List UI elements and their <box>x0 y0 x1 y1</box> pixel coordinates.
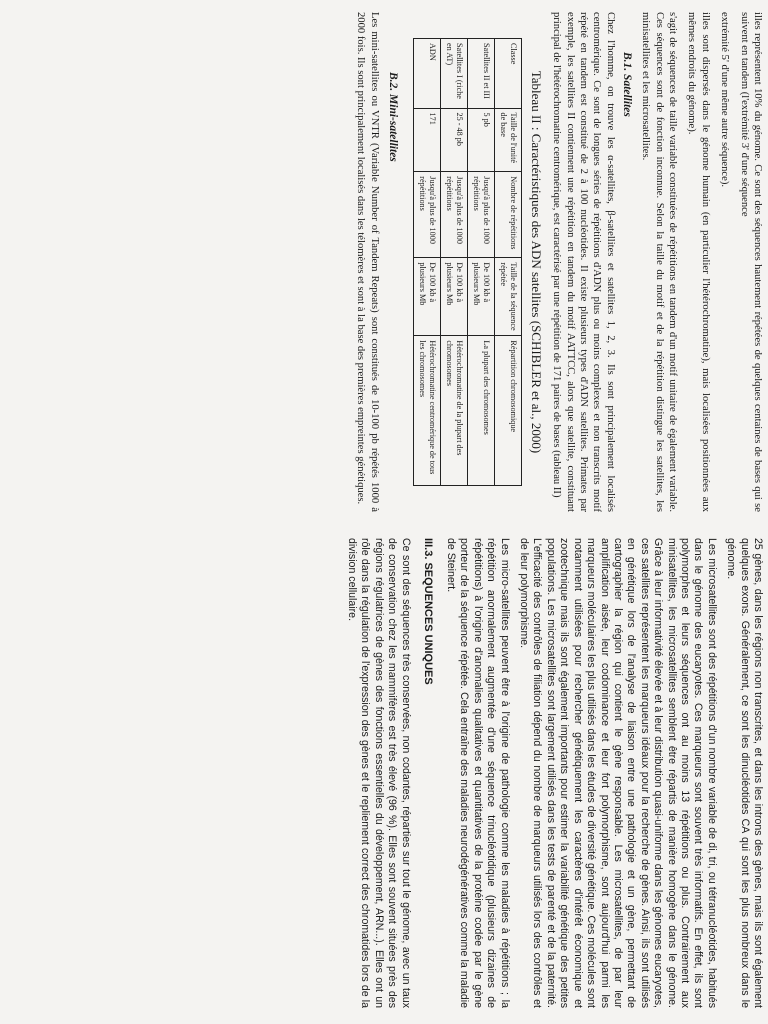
table-cell: De 100 kb à plusieurs Mb <box>440 258 467 336</box>
table-cell: De 100 kb à plusieurs Mb <box>467 258 494 336</box>
table-cell: ADN <box>413 39 440 109</box>
table-cell: Satellites I (riche en AT) <box>440 39 467 109</box>
section-heading-unique-sequences: III.3. SEQUENCES UNIQUES <box>421 538 434 685</box>
unique-sequences-paragraph: Ce sont des séquences très conservées, non codantes, réparties sur tout le génome, avec un taux de conservation chez les mammifères est très élevé (96 %). Elles sont souvent situées près des régions régulatrices de gènes des fonctions essentielles du développement, ARN...). Elles ont un rôle dans la régulation de l'expression des gènes et le repliement correct des chromatides lors de la division cellulaire. <box>346 538 412 1008</box>
table-cell: 171 <box>413 108 440 172</box>
intro-paragraph-1: illes représentent 10% du génome. Ce sont des séquences hautement répétées de quelques centaines de bases qui se suivent en tandem (l'extrémité 3' d'une séquence <box>738 12 763 512</box>
intro-paragraph-2: extrémité 5' d'une même autre séquence). <box>719 12 731 188</box>
table-cell: La plupart des chromosomes <box>467 336 494 486</box>
satellites-paragraph: Chez l'homme, on trouve les α-satellites, β-satellites et satellites 1, 2, 3. Ils sont principalement localisés centromérique. Ce sont de longues séries de répétitions d'ADN plus ou moins complexes et non transcrits motif répété en tandem est constitué de 2 à 100 nucléotides. Il existe plusieurs types d'ADN satellites. Primates par exemple, les satellites II contiennent une répétition en tandem du motif AATTCC, alors que satellite, constituant principal de l'hétérochromatine centromérique, est caractérisé par une répétition de 171 paires de bases (tableau II) <box>551 12 616 512</box>
table-header-cell: Nombre de répétitions <box>494 172 521 258</box>
table-cell: Jusqu'à plus de 1000 répétitions <box>467 172 494 258</box>
table-cell: 5 pb <box>467 108 494 172</box>
table-cell: Hétérochromatine centromérique de tous les chromosomes <box>413 336 440 486</box>
right-column <box>0 538 764 1008</box>
intro-paragraph-3: illes sont dispersés dans le génome humain (en particulier l'hétérochromatine), mais localisées positionnées aux mêmes endroits du génome). <box>686 12 711 512</box>
table-cell: Hétérochromatine de la plupart des chromosomes <box>440 336 467 486</box>
microsatellites-paragraph: Les microsatellites sont des répétitions d'un nombre variable de di, tri, ou tétranucléotides, habitués dans le génome des eucaryotes. Ces marqueurs sont souvent très informatifs. En effet, ils sont polymorphes et leurs séquences ont au moins 13 répétitions ou plus. Contrairement aux minisatellites, les microsatellites semblent être répartis de manière homogène dans le génome. Grâce à leur informativité élevée et à leur distribution quasi-uniforme dans les génomes eucaryotes, ces satellites représentent les marqueurs idéaux pour la recherche de gènes. Ainsi, ils sont utilisés en génétique lors de l'analyse de liaison entre une pathologie et un gène, permettant de cartographier la région qui contient le gène responsable. Les microsatellites, de par leur amplification aisée, leur codominance et leur fort polymorphisme, sont aujourd'hui parmi les marqueurs moléculaires les plus utilisés dans les études de diversité génétique. Ces molécules sont notamment utilisées pour rechercher génétiquement les caractères d'intérêt économique et zootechnique mais ils sont également importants pour estimer la variabilité génétique des petites populations. Les microsatellites sont largement utilisés dans les tests de parenté et de la paternité. L'efficacité des contrôles de filiation dépend du nombre de marqueurs utilisés lors des contrôles et de leur polymorphisme. <box>518 538 718 1008</box>
table-cell: Jusqu'à plus de 1000 répétitions <box>440 172 467 258</box>
intro-genes-paragraph: 25 gènes, dans les régions non transcrites, et dans les introns des gènes, mais ils sont également quelques exons. Généralement, ce sont les dinucléotides CA qui sont les plus nombreux dans le génome. <box>725 538 764 1008</box>
table-row <box>413 39 440 486</box>
table-row <box>440 39 467 486</box>
section-heading-satellites: B.1. Satellites <box>620 52 633 117</box>
table-cell: Satellites II et III <box>467 39 494 109</box>
table-cell: Jusqu'à plus de 1000 répétitions <box>413 172 440 258</box>
table-cell: De 100 kb à plusieurs Mb <box>413 258 440 336</box>
table-caption: Tableau II : Caractéristiques des ADN satellites (SCHIBLER et al., 2000) <box>528 70 544 454</box>
intro-paragraph-4: s'agit de séquences de taille variable constituées de répétitions en tandem d'un motif unitaire de également variable. Ces séquences sont de fonction inconnue. Selon la taille du motif et de la répétition distingue les satellites, les minisatellites et les microsatellites. <box>640 12 678 512</box>
satellite-table <box>413 38 522 486</box>
table-header-cell: Répartition chromosomique <box>494 336 521 486</box>
left-column <box>0 12 764 512</box>
table-header-row <box>494 39 521 486</box>
table-header-cell: Classe <box>494 39 521 109</box>
pathology-paragraph: Les micro-satellites peuvent être à l'origine de pathologie comme les maladies à répétitions ; la répétition anormalement augmentée d'une séquence trinucléotidique (plusieurs dizaines de répétitions) à l'origine d'anomalies qualitatives et quantitatives de la protéine codée par le gène porteur de la séquence répétée. Cela entraîne des maladies neurodégénératives comme la maladie de Steinert. <box>445 538 511 1008</box>
minisatellites-paragraph: Les mini-satellites ou VNTR (Variable Number of Tandem Repeats) sont constitués de 10-100 pb répétés 1000 à 2000 fois. Ils sont principalement localisés dans les télomères et sont à la base des premières empreintes génétiques. <box>355 12 380 512</box>
table-cell: 25 - 48 pb <box>440 108 467 172</box>
table-row <box>467 39 494 486</box>
table-header-cell: Taille de la séquence répétée <box>494 258 521 336</box>
section-heading-minisatellites: B.2. Mini-satellites <box>386 72 399 162</box>
table-header-cell: Taille de l'unité de base <box>494 108 521 172</box>
